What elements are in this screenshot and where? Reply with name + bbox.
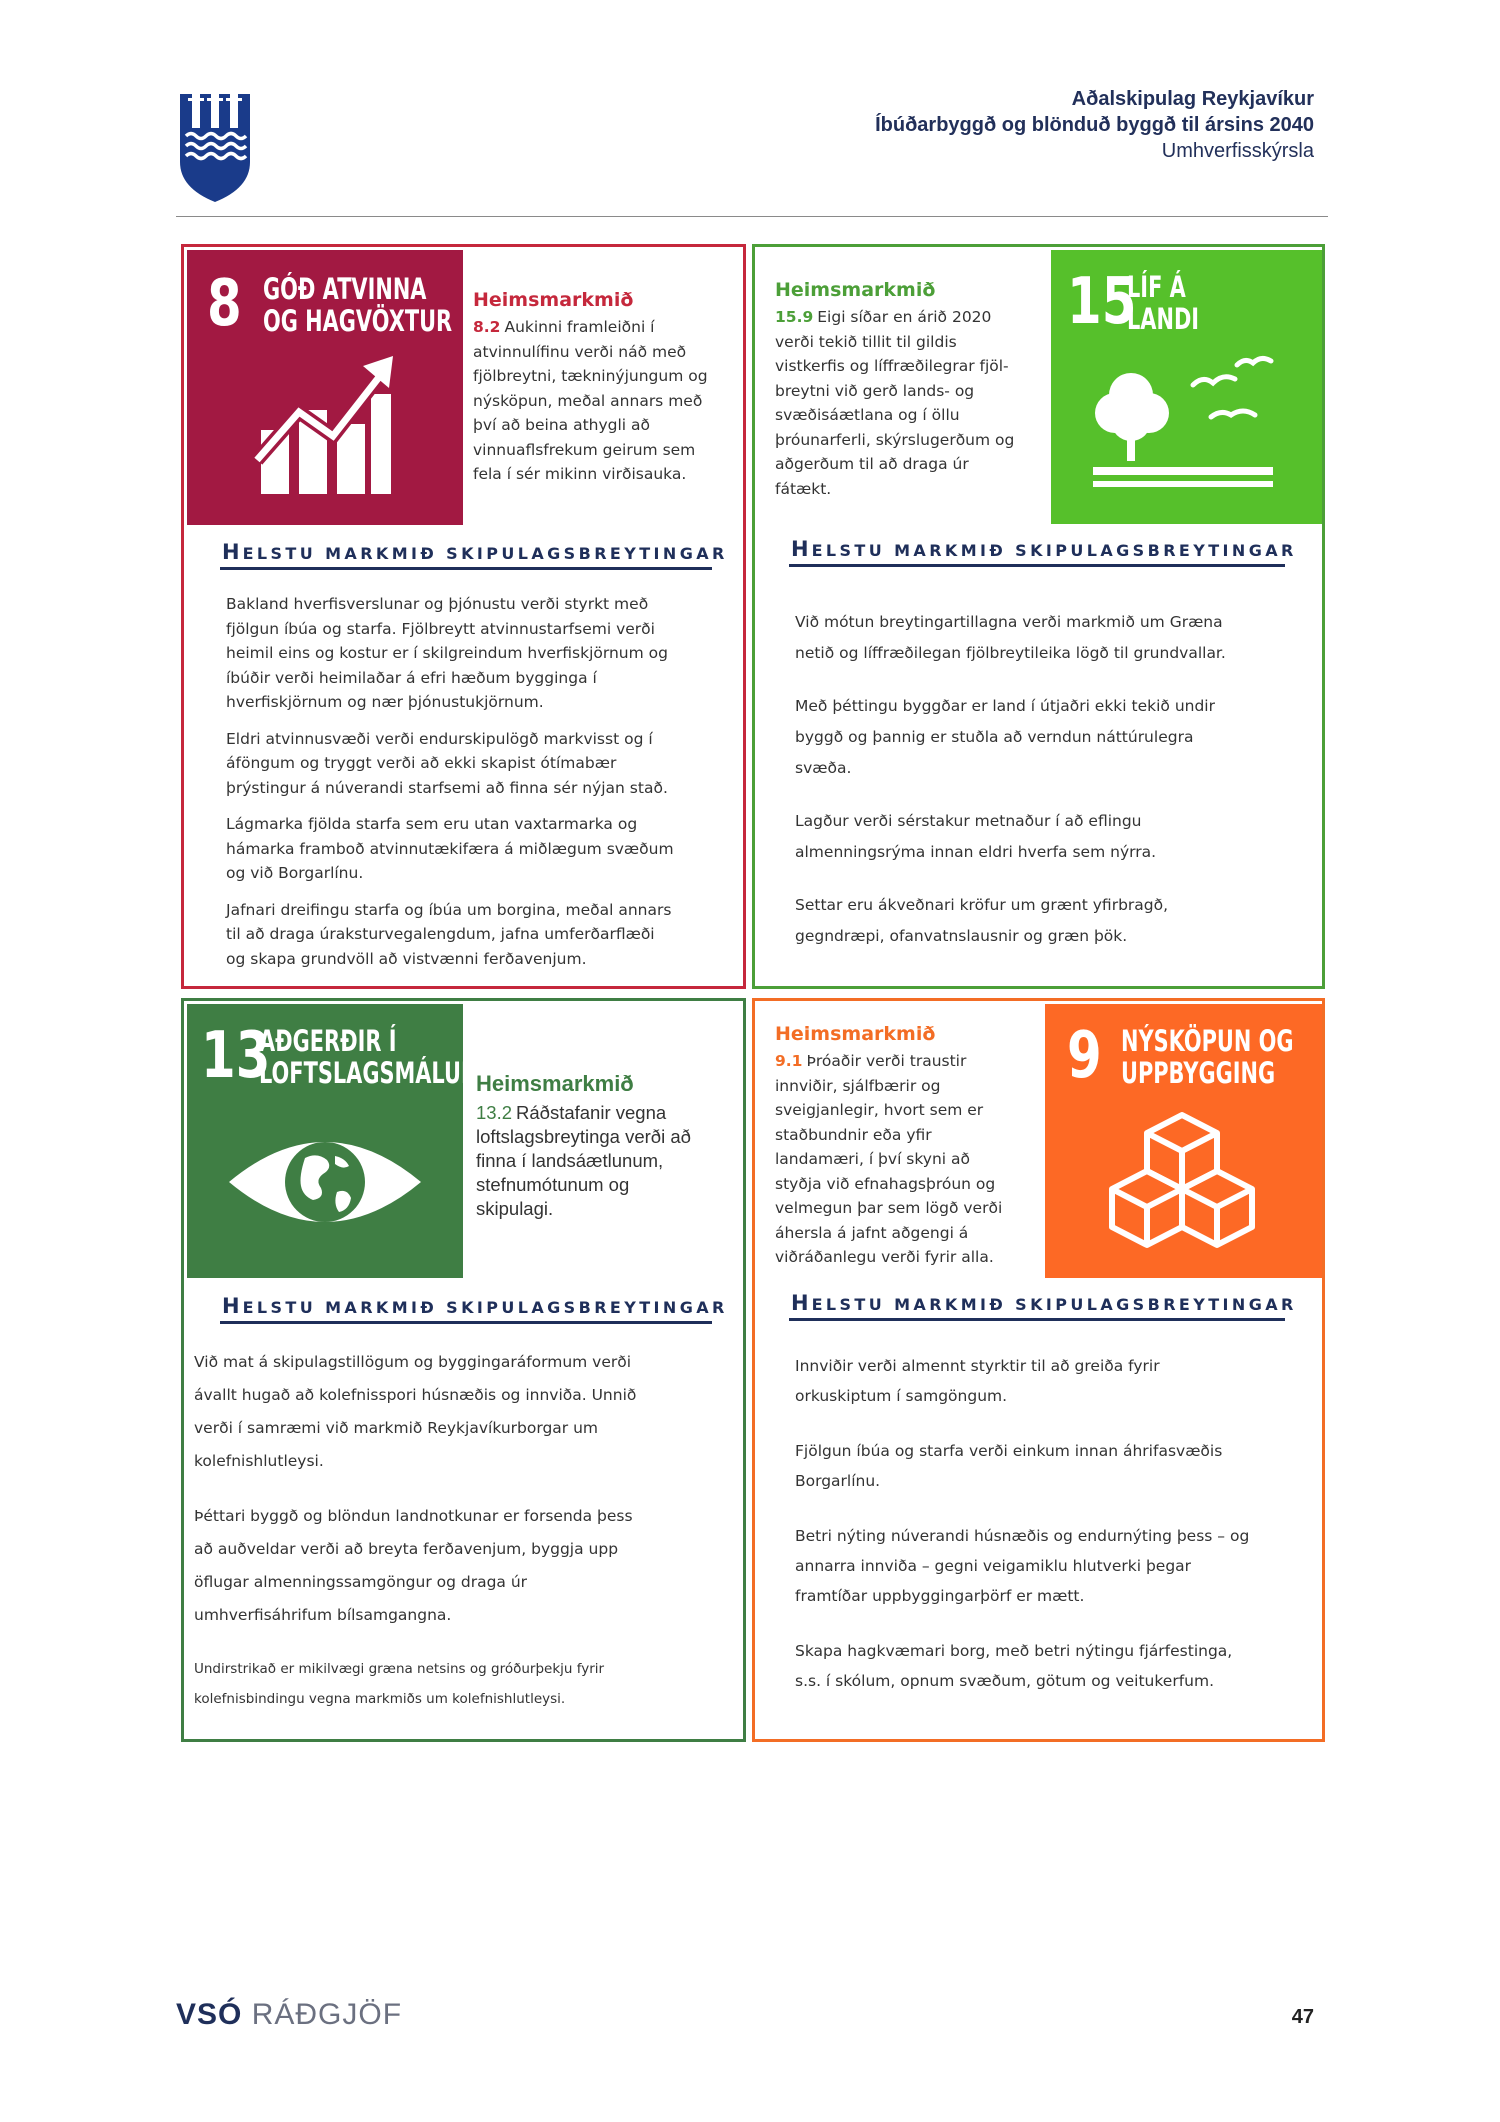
goal-line: Aukinni framleiðni í <box>504 318 655 336</box>
goal-code: 8.2 <box>473 318 501 336</box>
body-line: orkuskiptum í samgöngum. <box>795 1387 1008 1405</box>
panel-body <box>194 1346 734 1714</box>
panel-sdg-8 <box>181 244 746 989</box>
sdg-number: 13 <box>201 1019 271 1093</box>
body-line: Borgarlínu. <box>795 1472 881 1490</box>
body-line: framtíðar uppbyggingarþörf er mætt. <box>795 1587 1085 1605</box>
body-paragraph <box>795 890 1305 952</box>
footer-brand-logo <box>176 1998 402 2032</box>
goal-line: skipulagi. <box>476 1198 554 1219</box>
goal-line: landamæri, í því skyni að <box>775 1150 971 1168</box>
goal-line: fátækt. <box>775 479 832 498</box>
body-paragraph <box>226 898 726 972</box>
panel-sdg-15 <box>752 244 1325 989</box>
body-line: byggð og þannig er stuðla að verndun náttúrulegra <box>795 728 1194 746</box>
sdg-13-tile <box>187 1004 482 1278</box>
goal-line: Þróaðir verði traustir <box>806 1052 967 1070</box>
cubes-icon <box>1107 1109 1257 1259</box>
body-line: Skapa hagkvæmari borg, með betri nýtingu fjárfestinga, <box>795 1642 1233 1660</box>
body-paragraph <box>795 691 1305 784</box>
body-line: Settar eru ákveðnari kröfur um grænt yfirbragð, <box>795 896 1169 914</box>
body-line: heimil eins og kostur er í skilgreindum hverfiskjörnum og <box>226 644 668 662</box>
section-underline <box>789 564 1285 567</box>
goal-line: nýsköpun, meðal annars með <box>473 391 703 410</box>
body-line: ávallt hugað að kolefnisspori húsnæðis og innviða. Unnið <box>194 1386 637 1404</box>
body-line: annarra innviða – gegni veigamiklu hlutverki þegar <box>795 1557 1192 1575</box>
global-goal-box <box>473 289 741 487</box>
goal-line: vinnuaflsfrekum geirum sem <box>473 440 696 459</box>
sdg-number: 15 <box>1067 265 1137 339</box>
goal-line: styðja við efnahagsþróun og <box>775 1174 996 1193</box>
sdg-title-line-2: LOFTSLAGSMÁLUM <box>259 1056 482 1090</box>
section-title-text: ELSTU MARKMIÐ SKIPULAGSBREYTINGAR <box>811 1295 1297 1314</box>
goal-line: þróunarferli, skýrslugerðum og <box>775 430 1015 449</box>
document-header <box>875 86 1314 164</box>
section-underline <box>789 1318 1285 1321</box>
body-line: Við mat á skipulagstillögum og byggingaráformum verði <box>194 1353 632 1371</box>
body-line: Jafnari dreifingu starfa og íbúa um borgina, meðal annars <box>226 900 672 919</box>
body-line: Eldri atvinnusvæði verði endurskipulögð markvisst og í <box>226 729 653 748</box>
header-doc-type: Umhverfisskýrsla <box>1161 140 1314 162</box>
body-paragraph <box>795 607 1305 669</box>
panel-body <box>795 1351 1315 1696</box>
section-title: HELSTU MARKMIÐ SKIPULAGSBREYTINGAR <box>791 1291 1297 1315</box>
body-paragraph <box>795 1351 1315 1411</box>
goal-line: breytni við gerð lands- og <box>775 381 975 400</box>
goal-line: atvinnulífinu verði náð með <box>473 342 687 361</box>
body-line: fjölgun íbúa og starfa. Fjölbreytt atvinnustarfsemi verði <box>226 619 655 638</box>
goal-line: loftslagsbreytinga verði að <box>476 1126 691 1147</box>
section-title: HELSTU MARKMIÐ SKIPULAGSBREYTINGAR <box>222 540 728 564</box>
sdg-title-line-1: AÐGERÐIR Í <box>259 1024 397 1058</box>
body-line: íbúðir verði heimilaðar á efri hæðum bygginga í <box>226 668 597 687</box>
tree-birds-icon <box>1087 355 1287 505</box>
header-divider <box>176 216 1328 217</box>
sdg-title-line-1: NÝSKÖPUN OG <box>1121 1024 1294 1058</box>
body-line: verði í samræmi við markmið Reykjavíkurborgar um <box>194 1419 598 1437</box>
goal-code: 13.2 <box>476 1102 513 1123</box>
body-line: Með þéttingu byggðar er land í útjaðri ekki tekið undir <box>795 697 1215 715</box>
growth-chart-icon <box>251 350 401 500</box>
goal-code: 15.9 <box>775 308 814 326</box>
section-title: HELSTU MARKMIÐ SKIPULAGSBREYTINGAR <box>222 1294 728 1318</box>
header-subtitle: Íbúðarbyggð og blönduð byggð til ársins 2040 <box>875 114 1314 136</box>
goal-line: innviðir, sjálfbærir og <box>775 1076 941 1095</box>
goal-text <box>775 1049 1045 1270</box>
goal-line: sveigjanlegir, hvort sem er <box>775 1101 984 1119</box>
goal-heading: Heimsmarkmið <box>476 1071 634 1096</box>
goal-line: stefnumótunum og <box>476 1174 630 1195</box>
goal-line: fjölbreytni, tækninýjungum og <box>473 367 708 385</box>
body-line: Við mótun breytingartillagna verði markmið um Græna <box>795 613 1223 631</box>
sdg-number: 8 <box>207 267 242 341</box>
goal-line: verði tekið tillit til gildis <box>775 332 957 351</box>
sdg-number: 9 <box>1067 1019 1102 1093</box>
goal-heading: Heimsmarkmið <box>473 289 634 311</box>
goal-text <box>775 305 1055 501</box>
section-title: HELSTU MARKMIÐ SKIPULAGSBREYTINGAR <box>791 537 1297 561</box>
page-number: 47 <box>1291 2006 1314 2028</box>
goal-text <box>476 1101 738 1221</box>
goal-line: Ráðstafanir vegna <box>516 1102 667 1123</box>
brand-light: RÁÐGJÖF <box>251 1998 403 2031</box>
goal-heading: Heimsmarkmið <box>775 279 936 301</box>
brand-bold: VSÓ <box>176 1998 243 2031</box>
body-line: áföngum og tryggt verði að ekki skapist ótímabær <box>226 754 617 772</box>
body-line: og við Borgarlínu. <box>226 864 364 882</box>
sdg-title-line-2: OG HAGVÖXTUR <box>263 304 453 338</box>
body-line: Þéttari byggð og blöndun landnotkunar er forsenda þess <box>194 1507 633 1525</box>
body-line: Bakland hverfisverslunar og þjónustu verði styrkt með <box>226 595 649 613</box>
panel-sdg-9 <box>752 998 1325 1742</box>
body-line: þrýstingur á núverandi starfsemi að finna sér nýjan stað. <box>226 778 668 797</box>
body-line: gegndræpi, ofanvatnslausnir og græn þök. <box>795 927 1128 945</box>
goal-text <box>473 315 741 487</box>
body-line: kolefnishlutleysi. <box>194 1452 324 1470</box>
goal-line: velmegun þar sem lögð verði <box>775 1199 1003 1217</box>
body-line: svæða. <box>795 759 852 777</box>
body-paragraph <box>226 727 726 801</box>
sdg-8-tile <box>187 250 463 525</box>
section-title-text: ELSTU MARKMIÐ SKIPULAGSBREYTINGAR <box>811 541 1297 560</box>
goal-heading: Heimsmarkmið <box>775 1023 936 1045</box>
body-line: netið og líffræðilegan fjölbreytileika lögð til grundvallar. <box>795 644 1226 662</box>
goal-line: viðráðanlegu verði fyrir alla. <box>775 1248 994 1266</box>
header-title: Aðalskipulag Reykjavíkur <box>1071 88 1314 110</box>
body-paragraph <box>194 1654 734 1714</box>
body-paragraph <box>795 1436 1315 1496</box>
sdg-15-tile <box>1051 250 1322 524</box>
body-paragraph <box>194 1500 734 1632</box>
body-line: að auðveldar verði að breyta ferðavenjum, byggja upp <box>194 1540 619 1558</box>
goal-line: því að beina athygli að <box>473 416 651 434</box>
goal-line: fela í sér mikinn virðisauka. <box>473 465 687 483</box>
goal-line: Eigi síðar en árið 2020 <box>817 308 992 326</box>
body-line: öflugar almenningssamgöngur og draga úr <box>194 1573 528 1591</box>
body-line: Innviðir verði almennt styrktir til að greiða fyrir <box>795 1357 1160 1375</box>
goal-line: svæðisáætlana og í öllu <box>775 406 960 424</box>
section-title-text: ELSTU MARKMIÐ SKIPULAGSBREYTINGAR <box>242 1298 728 1317</box>
goal-line: finna í landsáætlunum, <box>476 1150 664 1171</box>
sdg-9-tile <box>1045 1004 1322 1278</box>
body-paragraph <box>795 1636 1315 1696</box>
goal-line: aðgerðum til að draga úr <box>775 455 969 473</box>
panel-sdg-13 <box>181 998 746 1742</box>
body-paragraph <box>226 812 726 886</box>
global-goal-box <box>476 1071 738 1221</box>
section-underline <box>220 567 712 570</box>
body-line: kolefnisbindingu vegna markmiðs um kolefnishlutleysi. <box>194 1691 566 1707</box>
section-title-text: ELSTU MARKMIÐ SKIPULAGSBREYTINGAR <box>242 544 728 563</box>
reykjavik-coat-of-arms-icon <box>178 92 252 204</box>
body-line: Betri nýting núverandi húsnæðis og endurnýting þess – og <box>795 1527 1250 1545</box>
body-line: Undirstrikað er mikilvægi græna netsins og gróðurþekju fyrir <box>194 1661 605 1677</box>
body-line: umhverfisáhrifum bílsamgangna. <box>194 1606 452 1624</box>
body-line: til að draga úraksturvegalengdum, jafna umferðarflæði <box>226 925 655 943</box>
goal-line: vistkerfis og líffræðilegrar fjöl- <box>775 357 1009 375</box>
panel-body <box>226 592 726 971</box>
sdg-title-line-1: LÍF Á <box>1127 270 1186 304</box>
body-line: hverfiskjörnum og nær þjónustukjörnum. <box>226 693 544 711</box>
body-line: almenningsrýma innan eldri hverfa sem nýrra. <box>795 843 1157 861</box>
sdg-title-line-1: GÓÐ ATVINNA <box>263 272 427 306</box>
body-paragraph <box>795 1521 1315 1611</box>
body-line: og skapa grundvöll að vistvænni ferðavenjum. <box>226 949 587 968</box>
goal-line: staðbundnir eða yfir <box>775 1125 932 1144</box>
goal-code: 9.1 <box>775 1052 803 1070</box>
global-goal-box <box>775 279 1055 501</box>
body-paragraph <box>226 592 726 715</box>
body-paragraph <box>795 806 1305 868</box>
body-line: hámarka framboð atvinnutækifæra á miðlægum svæðum <box>226 839 674 858</box>
body-line: Fjölgun íbúa og starfa verði einkum innan áhrifasvæðis <box>795 1442 1223 1460</box>
sdg-title-line-2: UPPBYGGING <box>1121 1056 1276 1090</box>
panel-body <box>795 607 1305 952</box>
globe-eye-icon <box>225 1122 425 1242</box>
body-line: Lagður verði sérstakur metnaður í að eflingu <box>795 812 1142 830</box>
sdg-title-line-2: LANDI <box>1127 302 1200 336</box>
body-line: s.s. í skólum, opnum svæðum, götum og veitukerfum. <box>795 1672 1215 1690</box>
section-underline <box>220 1321 712 1324</box>
goal-line: áhersla á jafnt aðgengi á <box>775 1223 969 1242</box>
body-line: Lágmarka fjölda starfa sem eru utan vaxtarmarka og <box>226 815 638 833</box>
body-paragraph <box>194 1346 734 1478</box>
global-goal-box <box>775 1023 1045 1270</box>
